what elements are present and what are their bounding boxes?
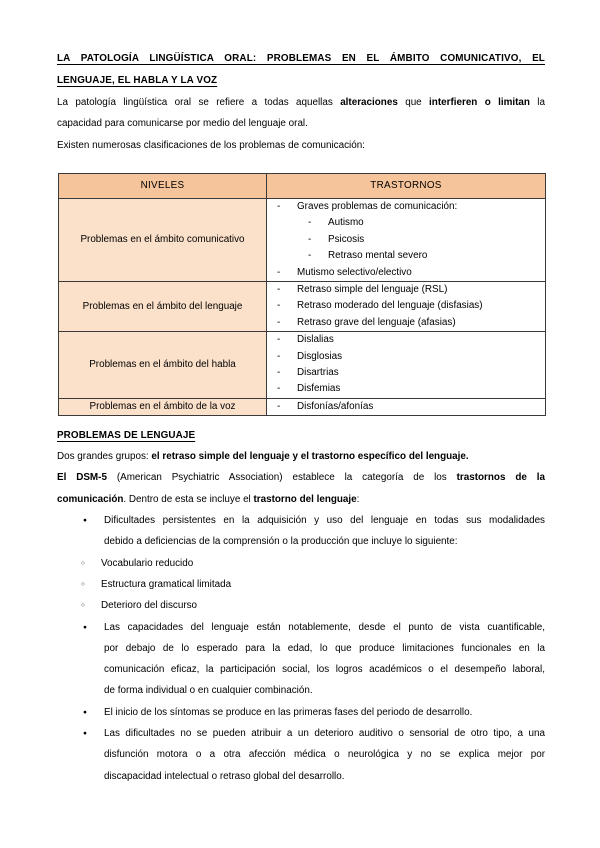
criteria-item-4-line-1: ● Las dificultades no se pueden atribuir a un deterioro auditivo o sensorial de otro tipo, a una [57,723,545,744]
criteria-item-3: ● El inicio de los síntomas se produce en las primeras fases del periodo de desarrollo. [57,702,545,723]
groups-text: Dos grandes grupos: [57,451,152,463]
criteria-item-2-line-3-text: comunicación eficaz, la participación social, los logros académicos o el desempeño laboral, [104,664,545,676]
table-cell-level: Problemas en el ámbito del lenguaje [59,281,267,331]
disorder-list [267,332,545,398]
disorder-list [267,282,545,331]
dsm-text-3: : [356,493,360,505]
criteria-item-4-line-2 [57,744,545,765]
disorder-item: - Disfemias [267,381,545,397]
disorder-subitem: - Psicosis [297,232,545,248]
criteria-list-2-cont [57,638,545,702]
intro-text-3: la [529,97,545,108]
table-cell-level: Problemas en el ámbito comunicativo [59,198,267,281]
table-row [59,332,546,399]
disorder-list [267,199,545,281]
criteria-item-2-line-4-text: de forma individual o en cualquier combinación. [104,685,313,697]
dsm-text-1: (American Psychiatric Association) establece la categoría de los [106,472,457,484]
criteria-list-3 [57,702,545,723]
document-title [57,48,545,91]
document-title-line-2: LENGUAJE, EL HABLA Y LA VOZ [57,74,218,86]
criteria-item-2-line-1: ● Las capacidades del lenguaje están notablemente, desde el punto de vista cuantificable, [57,617,545,638]
table-cell-level: Problemas en el ámbito del habla [59,332,267,399]
criteria-item-1-line-2-text: debido a deficiencias de la comprensión o la producción que incluye lo siguiente: [104,536,458,548]
criteria-item-4-line-3 [57,766,545,787]
intro-paragraph-line-2: capacidad para comunicarse por medio del lenguaje oral. [57,118,308,130]
classification-table-wrapper [58,173,545,416]
disorder-sublist [297,215,545,264]
groups-bold: el retraso simple del lenguaje y el trastorno específico del lenguaje. [151,451,469,463]
dsm-paragraph-line-1 [57,467,545,488]
table-cell-disorders [267,398,546,415]
intro-paragraph-line-1 [57,92,545,113]
disorder-item: - Retraso grave del lenguaje (afasias) [267,315,545,331]
classification-table [58,173,546,416]
dsm-label: El DSM-5 [57,472,107,484]
dsm-paragraph-line-2 [57,489,545,510]
criteria-item-2-line-4 [57,680,545,701]
disorder-item: - Retraso moderado del lenguaje (disfasias) [267,298,545,314]
disorder-item: - Disartrias [267,365,545,381]
criteria-item-4-line-3-text: discapacidad intelectual o retraso global del desarrollo. [104,770,345,782]
disorder-item: - Mutismo selectivo/electivo [267,265,545,281]
table-cell-level: Problemas en el ámbito de la voz [59,398,267,415]
dsm-text-2: . Dentro de esta se incluye el [123,493,254,505]
criteria-subitem: ○ Deterioro del discurso [57,595,545,616]
spacer [57,416,545,425]
dsm-bold-trastorno-lenguaje: trastorno del lenguaje [253,493,357,505]
groups-paragraph [57,446,545,467]
dsm-bold-comunicacion: comunicación [57,493,124,505]
disorder-item: - Disfonías/afonías [267,399,545,415]
table-row [59,281,546,331]
intro-bold-alteraciones: alteraciones [340,97,398,108]
criteria-item-2-line-2 [57,638,545,659]
criteria-list-4 [57,723,545,744]
disorder-item: - Dislalias [267,332,545,348]
disorder-item [267,199,545,265]
disorder-item-label: Graves problemas de comunicación: [297,200,458,212]
dsm-bold-trastornos: trastornos de la [456,472,545,484]
criteria-sublist [57,553,545,617]
disorder-subitem: - Retraso mental severo [297,248,545,264]
table-header-niveles: NIVELES [59,173,267,198]
criteria-list-continuation [57,531,545,552]
intro-bold-interfieren: interfieren o limitan [429,97,530,108]
criteria-item-1-line-1: ● Dificultades persistentes en la adquisición y uso del lenguaje en todas sus modalidades [57,510,545,531]
section-heading-problemas-de-lenguaje: PROBLEMAS DE LENGUAJE [57,430,196,442]
table-row [59,398,546,415]
criteria-list-2 [57,617,545,638]
intro-text-1: La patología lingüística oral se refiere a todas aquellas [57,97,341,108]
document-title-line-1: LA PATOLOGÍA LINGÜÍSTICA ORAL: PROBLEMAS EN EL ÁMBITO COMUNICATIVO, EL [57,53,545,64]
table-row [59,198,546,281]
criteria-list [57,510,545,531]
disorder-subitem: - Autismo [297,215,545,231]
criteria-item-1-line-2 [57,531,545,552]
disorder-list [267,399,545,415]
criteria-list-4-cont [57,744,545,787]
table-cell-disorders [267,281,546,331]
criteria-item-2-line-3 [57,659,545,680]
table-header-trastornos: TRASTORNOS [267,173,546,198]
disorder-item: - Retraso simple del lenguaje (RSL) [267,282,545,298]
intro-text-2: que [397,97,430,108]
disorder-item: - Disglosias [267,349,545,365]
table-header-row [59,173,546,198]
criteria-subitem: ○ Estructura gramatical limitada [57,574,545,595]
table-cell-disorders [267,332,546,399]
criteria-item-4-line-2-text: disfunción motora o a otra afección médica o neurológica y no se explica mejor por [104,749,545,761]
intro-paragraph-3: Existen numerosas clasificaciones de los problemas de comunicación: [57,139,365,151]
table-cell-disorders [267,198,546,281]
criteria-item-2-line-2-text: por debajo de lo esperado para la edad, lo que produce limitaciones funcionales en la [104,642,545,654]
criteria-subitem: ○ Vocabulario reducido [57,553,545,574]
